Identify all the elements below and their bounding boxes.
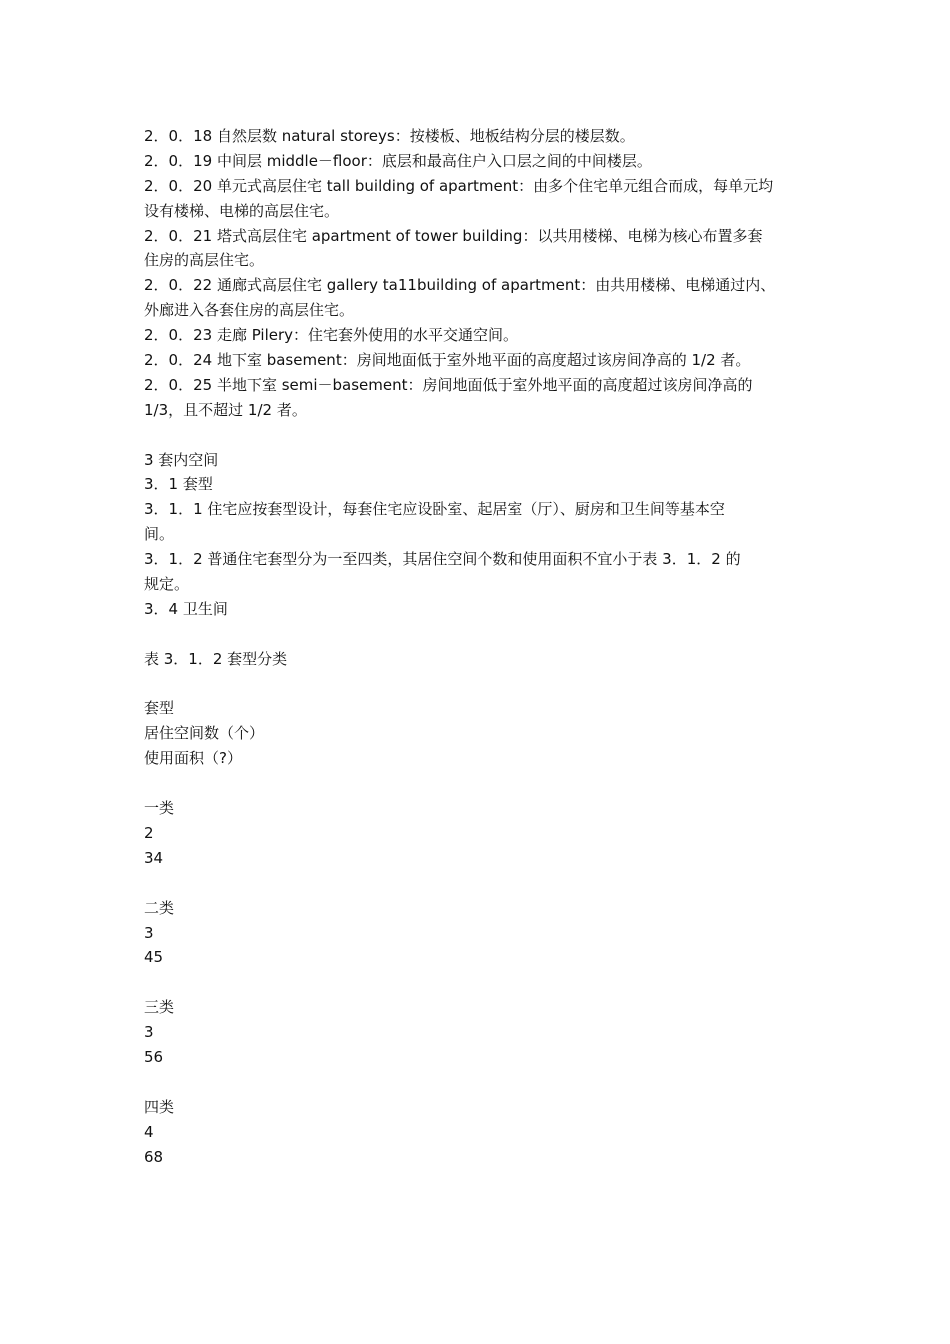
- blank-line: [144, 771, 808, 796]
- text-line: 2．0．24 地下室 basement：房间地面低于室外地平面的高度超过该房间净高的 1/2 者。: [144, 351, 751, 370]
- text-line: 2．0．23 走廊 Pilery：住宅套外使用的水平交通空间。: [144, 326, 519, 345]
- text-line: 2．0．19 中间层 middle－floor：底层和最高住户入口层之间的中间楼层。: [144, 151, 652, 170]
- text-line: 间。: [144, 525, 175, 544]
- table-cell: 2: [144, 823, 154, 842]
- text-line: 外廊进入各套住房的高层住宅。: [144, 301, 355, 320]
- blank-line: [144, 672, 808, 697]
- table-cell: 4: [144, 1122, 154, 1141]
- table-cell: 一类: [144, 799, 175, 818]
- text-line: 2．0．21 塔式高层住宅 apartment of tower building：以共用楼梯、电梯为核心布置多套: [144, 226, 763, 245]
- table-cell: 3: [144, 1023, 154, 1042]
- text-line: 1/3，且不超过 1/2 者。: [144, 400, 307, 419]
- text-line: 2．0．22 通廊式高层住宅 gallery ta11building of apartment：由共用楼梯、电梯通过内、: [144, 276, 776, 295]
- text-line: 3．1．2 普通住宅套型分为一至四类，其居住空间个数和使用面积不宜小于表 3．1．2 的: [144, 550, 741, 569]
- document-body: [144, 124, 808, 1169]
- table-header-cell: 套型: [144, 699, 175, 718]
- table-header-cell: 使用面积（?）: [144, 749, 242, 768]
- table-caption: 表 3．1．2 套型分类: [144, 649, 288, 668]
- text-line: 设有楼梯、电梯的高层住宅。: [144, 201, 340, 220]
- table-cell: 3: [144, 923, 154, 942]
- table-cell: 二类: [144, 898, 175, 917]
- text-line: 住房的高层住宅。: [144, 251, 265, 270]
- blank-line: [144, 622, 808, 647]
- blank-line: [144, 871, 808, 896]
- blank-line: [144, 423, 808, 448]
- table-cell: 34: [144, 848, 164, 867]
- subsection-heading: 3．4 卫生间: [144, 599, 228, 618]
- table-cell: 三类: [144, 998, 175, 1017]
- text-line: 3．1．1 住宅应按套型设计，每套住宅应设卧室、起居室（厅）、厨房和卫生间等基本空: [144, 500, 725, 519]
- subsection-heading: 3．1 套型: [144, 475, 213, 494]
- blank-line: [144, 970, 808, 995]
- table-cell: 45: [144, 948, 164, 967]
- text-line: 规定。: [144, 575, 190, 594]
- text-line: 2．0．18 自然层数 natural storeys：按楼板、地板结构分层的楼层数。: [144, 127, 635, 145]
- text-line: 2．0．20 单元式高层住宅 tall building of apartment：由多个住宅单元组合而成，每单元均: [144, 176, 774, 195]
- blank-line: [144, 1070, 808, 1095]
- text-line: 2．0．25 半地下室 semi－basement：房间地面低于室外地平面的高度超过该房间净高的: [144, 375, 753, 394]
- section-heading: 3 套内空间: [144, 450, 219, 469]
- table-cell: 68: [144, 1147, 164, 1166]
- table-cell: 四类: [144, 1097, 175, 1116]
- table-header-cell: 居住空间数（个）: [144, 724, 265, 743]
- table-cell: 56: [144, 1047, 164, 1066]
